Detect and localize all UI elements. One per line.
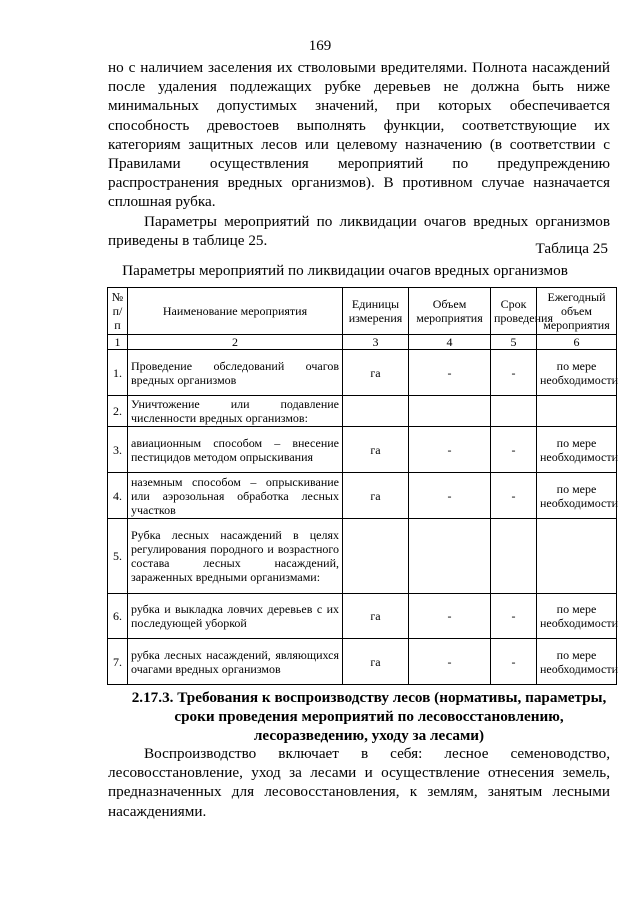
row-unit: га bbox=[343, 350, 409, 396]
row-unit bbox=[343, 519, 409, 594]
header-volume: Объем мероприятия bbox=[409, 288, 491, 335]
row-measure-name: наземным способом – опрыскивание или аэрозольная обработка лесных участков bbox=[128, 473, 343, 519]
table-row bbox=[108, 396, 617, 427]
row-term: - bbox=[491, 350, 537, 396]
row-number: 5. bbox=[108, 519, 128, 594]
column-number: 3 bbox=[343, 335, 409, 350]
row-term: - bbox=[491, 594, 537, 639]
page-number: 169 bbox=[308, 38, 332, 54]
row-number: 6. bbox=[108, 594, 128, 639]
table-row bbox=[108, 350, 617, 396]
column-number: 2 bbox=[128, 335, 343, 350]
row-measure-name: рубка и выкладка ловчих деревьев с их последующей уборкой bbox=[128, 594, 343, 639]
table-row bbox=[108, 473, 617, 519]
table-title: Параметры мероприятий по ликвидации очагов вредных организмов bbox=[122, 262, 568, 279]
row-annual: по мере необходимости bbox=[537, 639, 617, 685]
row-term: - bbox=[491, 427, 537, 473]
row-term: - bbox=[491, 639, 537, 685]
row-unit: га bbox=[343, 427, 409, 473]
section-heading: 2.17.3. Требования к воспроизводству лесов (нормативы, параметры, сроки проведения мероприятий по лесовосстановлению, лесоразведению, уходу за лесами) bbox=[131, 689, 607, 745]
table-row bbox=[108, 519, 617, 594]
table-intro-paragraph: Параметры мероприятий по ликвидации очагов вредных организмов приведены в таблице 25. bbox=[108, 212, 610, 249]
column-number-row bbox=[108, 335, 617, 350]
row-volume: - bbox=[409, 594, 491, 639]
closing-text-block bbox=[108, 744, 610, 821]
row-number: 2. bbox=[108, 396, 128, 427]
row-term bbox=[491, 519, 537, 594]
row-volume: - bbox=[409, 350, 491, 396]
row-annual bbox=[537, 519, 617, 594]
intro-paragraph: но с наличием заселения их стволовыми вредителями. Полнота насаждений после удаления подлежащих рубке деревьев не должна быть ниже минимальных допустимых значений, при которых обеспечивается способность древостоев выполнять функции, соответствующие их категориям защитных лесов или целевому назначению (в соответствии с Правилами осуществления мероприятий по предупреждению распространения вредных организмов). В противном случае назначается сплошная рубка. bbox=[108, 59, 610, 211]
row-volume bbox=[409, 396, 491, 427]
header-term: Срок проведения bbox=[491, 288, 537, 335]
closing-paragraph: Воспроизводство включает в себя: лесное семеноводство, лесовосстановление, уход за лесами и осуществление отнесения земель, предназначенных для лесовосстановления, к землям, занятым лесными насаждениями. bbox=[108, 745, 610, 820]
table-row bbox=[108, 594, 617, 639]
row-unit bbox=[343, 396, 409, 427]
header-name: Наименование мероприятия bbox=[128, 288, 343, 335]
header-number: № п/п bbox=[108, 288, 128, 335]
row-number: 4. bbox=[108, 473, 128, 519]
row-volume: - bbox=[409, 639, 491, 685]
table-row bbox=[108, 427, 617, 473]
intro-text-block bbox=[108, 58, 610, 250]
row-unit: га bbox=[343, 639, 409, 685]
row-volume: - bbox=[409, 473, 491, 519]
row-term: - bbox=[491, 473, 537, 519]
row-measure-name: Уничтожение или подавление численности вредных организмов: bbox=[128, 396, 343, 427]
column-number: 4 bbox=[409, 335, 491, 350]
table-label: Таблица 25 bbox=[535, 240, 608, 257]
row-annual: по мере необходимости bbox=[537, 350, 617, 396]
row-measure-name: авиационным способом – внесение пестицидов методом опрыскивания bbox=[128, 427, 343, 473]
row-measure-name: Рубка лесных насаждений в целях регулирования породного и возрастного состава лесных насаждений, зараженных вредными организмами: bbox=[128, 519, 343, 594]
row-annual bbox=[537, 396, 617, 427]
table-row bbox=[108, 639, 617, 685]
table-header-row bbox=[108, 288, 617, 335]
row-volume bbox=[409, 519, 491, 594]
row-volume: - bbox=[409, 427, 491, 473]
row-measure-name: Проведение обследований очагов вредных организмов bbox=[128, 350, 343, 396]
row-number: 1. bbox=[108, 350, 128, 396]
row-unit: га bbox=[343, 473, 409, 519]
row-number: 7. bbox=[108, 639, 128, 685]
column-number: 1 bbox=[108, 335, 128, 350]
row-number: 3. bbox=[108, 427, 128, 473]
header-annual: Ежегодный объем мероприятия bbox=[537, 288, 617, 335]
row-annual: по мере необходимости bbox=[537, 594, 617, 639]
row-annual: по мере необходимости bbox=[537, 427, 617, 473]
header-unit: Единицы измерения bbox=[343, 288, 409, 335]
row-measure-name: рубка лесных насаждений, являющихся очагами вредных организмов bbox=[128, 639, 343, 685]
row-unit: га bbox=[343, 594, 409, 639]
column-number: 5 bbox=[491, 335, 537, 350]
column-number: 6 bbox=[537, 335, 617, 350]
row-annual: по мере необходимости bbox=[537, 473, 617, 519]
measures-table bbox=[107, 287, 617, 685]
row-term bbox=[491, 396, 537, 427]
